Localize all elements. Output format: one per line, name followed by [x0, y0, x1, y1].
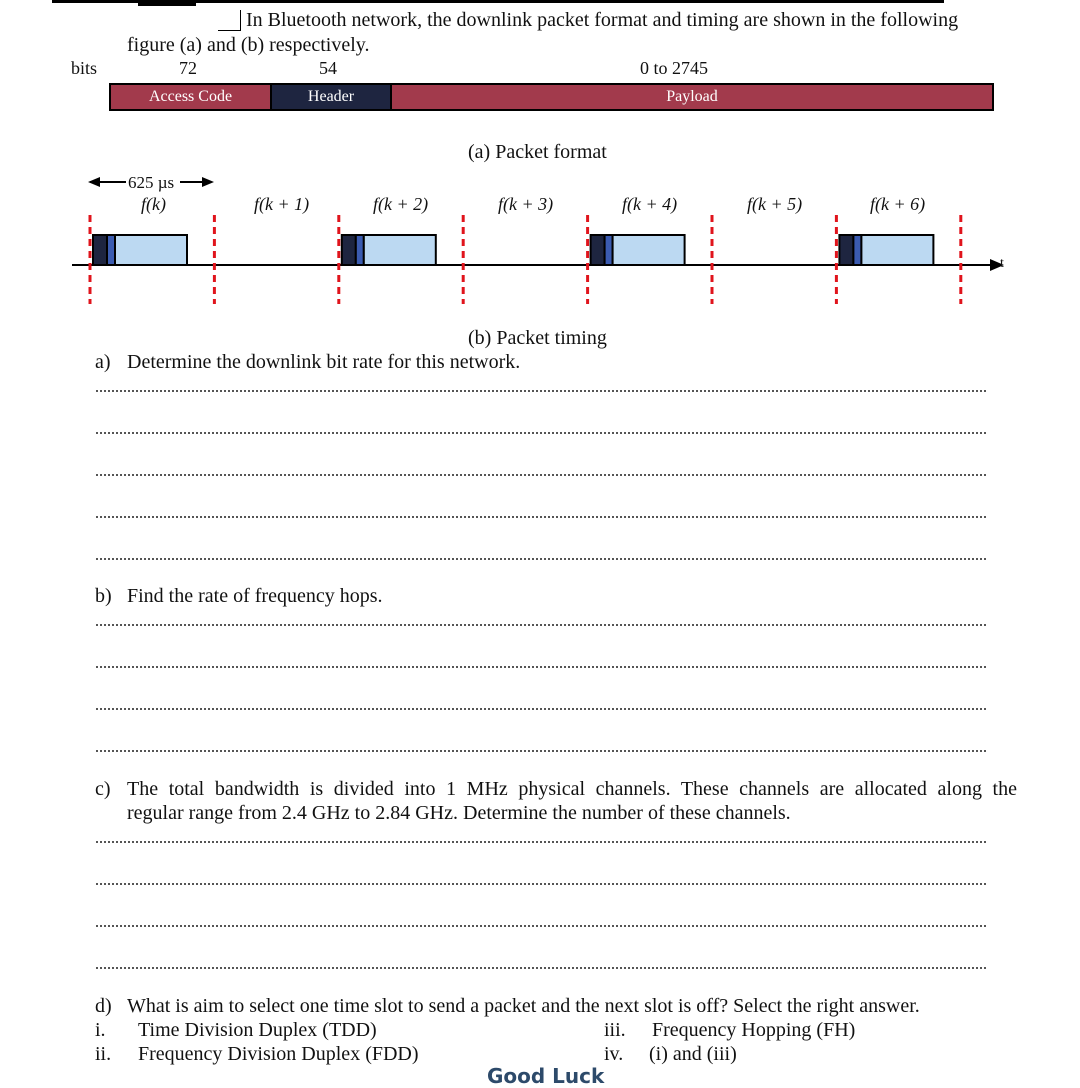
option-iii-text[interactable]: Frequency Hopping (FH) — [652, 1019, 856, 1041]
option-ii-text[interactable]: Frequency Division Duplex (FDD) — [138, 1043, 419, 1065]
question-c-line-2: regular range from 2.4 GHz to 2.84 GHz. Determine the number of these channels. — [127, 802, 791, 824]
access-code-bits: 72 — [179, 58, 197, 78]
slot-packet — [591, 235, 685, 265]
option-iii-number: iii. — [604, 1019, 626, 1041]
slot-packet — [839, 235, 933, 265]
packet-timing-diagram — [60, 168, 1020, 318]
answer-line-c3[interactable] — [96, 925, 986, 927]
answer-line-c2[interactable] — [96, 883, 986, 885]
intro-line-2: figure (a) and (b) respectively. — [127, 34, 370, 56]
option-i-text[interactable]: Time Division Duplex (TDD) — [138, 1019, 377, 1041]
answer-line-b2[interactable] — [96, 666, 986, 668]
bits-label: bits — [71, 58, 98, 78]
slot-label-1: f(k + 1) — [254, 194, 310, 214]
packet-format-bar — [109, 83, 994, 111]
slot-label-2: f(k + 2) — [373, 194, 429, 214]
answer-line-a4[interactable] — [96, 516, 986, 518]
option-iv-text[interactable]: (i) and (iii) — [649, 1043, 737, 1065]
question-b-text: Find the rate of frequency hops. — [127, 585, 383, 607]
answer-line-a5[interactable] — [96, 558, 986, 560]
slot-label-4: f(k + 4) — [622, 194, 678, 214]
header-field: Header — [272, 85, 392, 109]
slot-label-6: f(k + 6) — [870, 194, 926, 214]
slot-label-0: f(k) — [141, 194, 166, 214]
intro-line-1: In Bluetooth network, the downlink packet format and timing are shown in the following — [246, 9, 959, 31]
caption-packet-timing: (b) Packet timing — [468, 327, 607, 349]
payload-bits: 0 to 2745 — [640, 58, 709, 78]
question-c-line-1: The total bandwidth is divided into 1 MHz physical channels. These channels are allocated along the — [127, 778, 1017, 800]
option-iv-number: iv. — [604, 1043, 624, 1065]
payload-field: Payload — [392, 85, 992, 109]
slot-packet — [342, 235, 436, 265]
access-code-field: Access Code — [111, 85, 272, 109]
question-d-text: What is aim to select one time slot to send a packet and the next slot is off? Select the right answer. — [127, 995, 920, 1017]
question-d-marker: d) — [95, 995, 112, 1017]
caption-packet-format: (a) Packet format — [468, 141, 607, 163]
question-a-text: Determine the downlink bit rate for this network. — [127, 351, 521, 373]
question-b-marker: b) — [95, 585, 112, 607]
answer-line-b1[interactable] — [96, 624, 986, 626]
slot-packet — [93, 235, 187, 265]
answer-line-a1[interactable] — [96, 390, 986, 392]
answer-line-a2[interactable] — [96, 432, 986, 434]
good-luck-footer: Good Luck — [487, 1064, 605, 1088]
answer-line-c4[interactable] — [96, 967, 986, 969]
answer-line-c1[interactable] — [96, 841, 986, 843]
option-i-number: i. — [95, 1019, 106, 1041]
slot-label-3: f(k + 3) — [498, 194, 554, 214]
slot-label-5: f(k + 5) — [747, 194, 803, 214]
slot-duration-label: 625 µs — [128, 173, 175, 192]
answer-line-b4[interactable] — [96, 750, 986, 752]
option-ii-number: ii. — [95, 1043, 112, 1065]
top-rule-segment — [138, 3, 196, 6]
answer-line-b3[interactable] — [96, 708, 986, 710]
answer-bracket — [218, 10, 241, 31]
header-bits: 54 — [319, 58, 337, 78]
answer-line-a3[interactable] — [96, 474, 986, 476]
time-axis-label: t — [1000, 256, 1004, 271]
question-a-marker: a) — [95, 351, 111, 373]
question-c-marker: c) — [95, 778, 111, 800]
